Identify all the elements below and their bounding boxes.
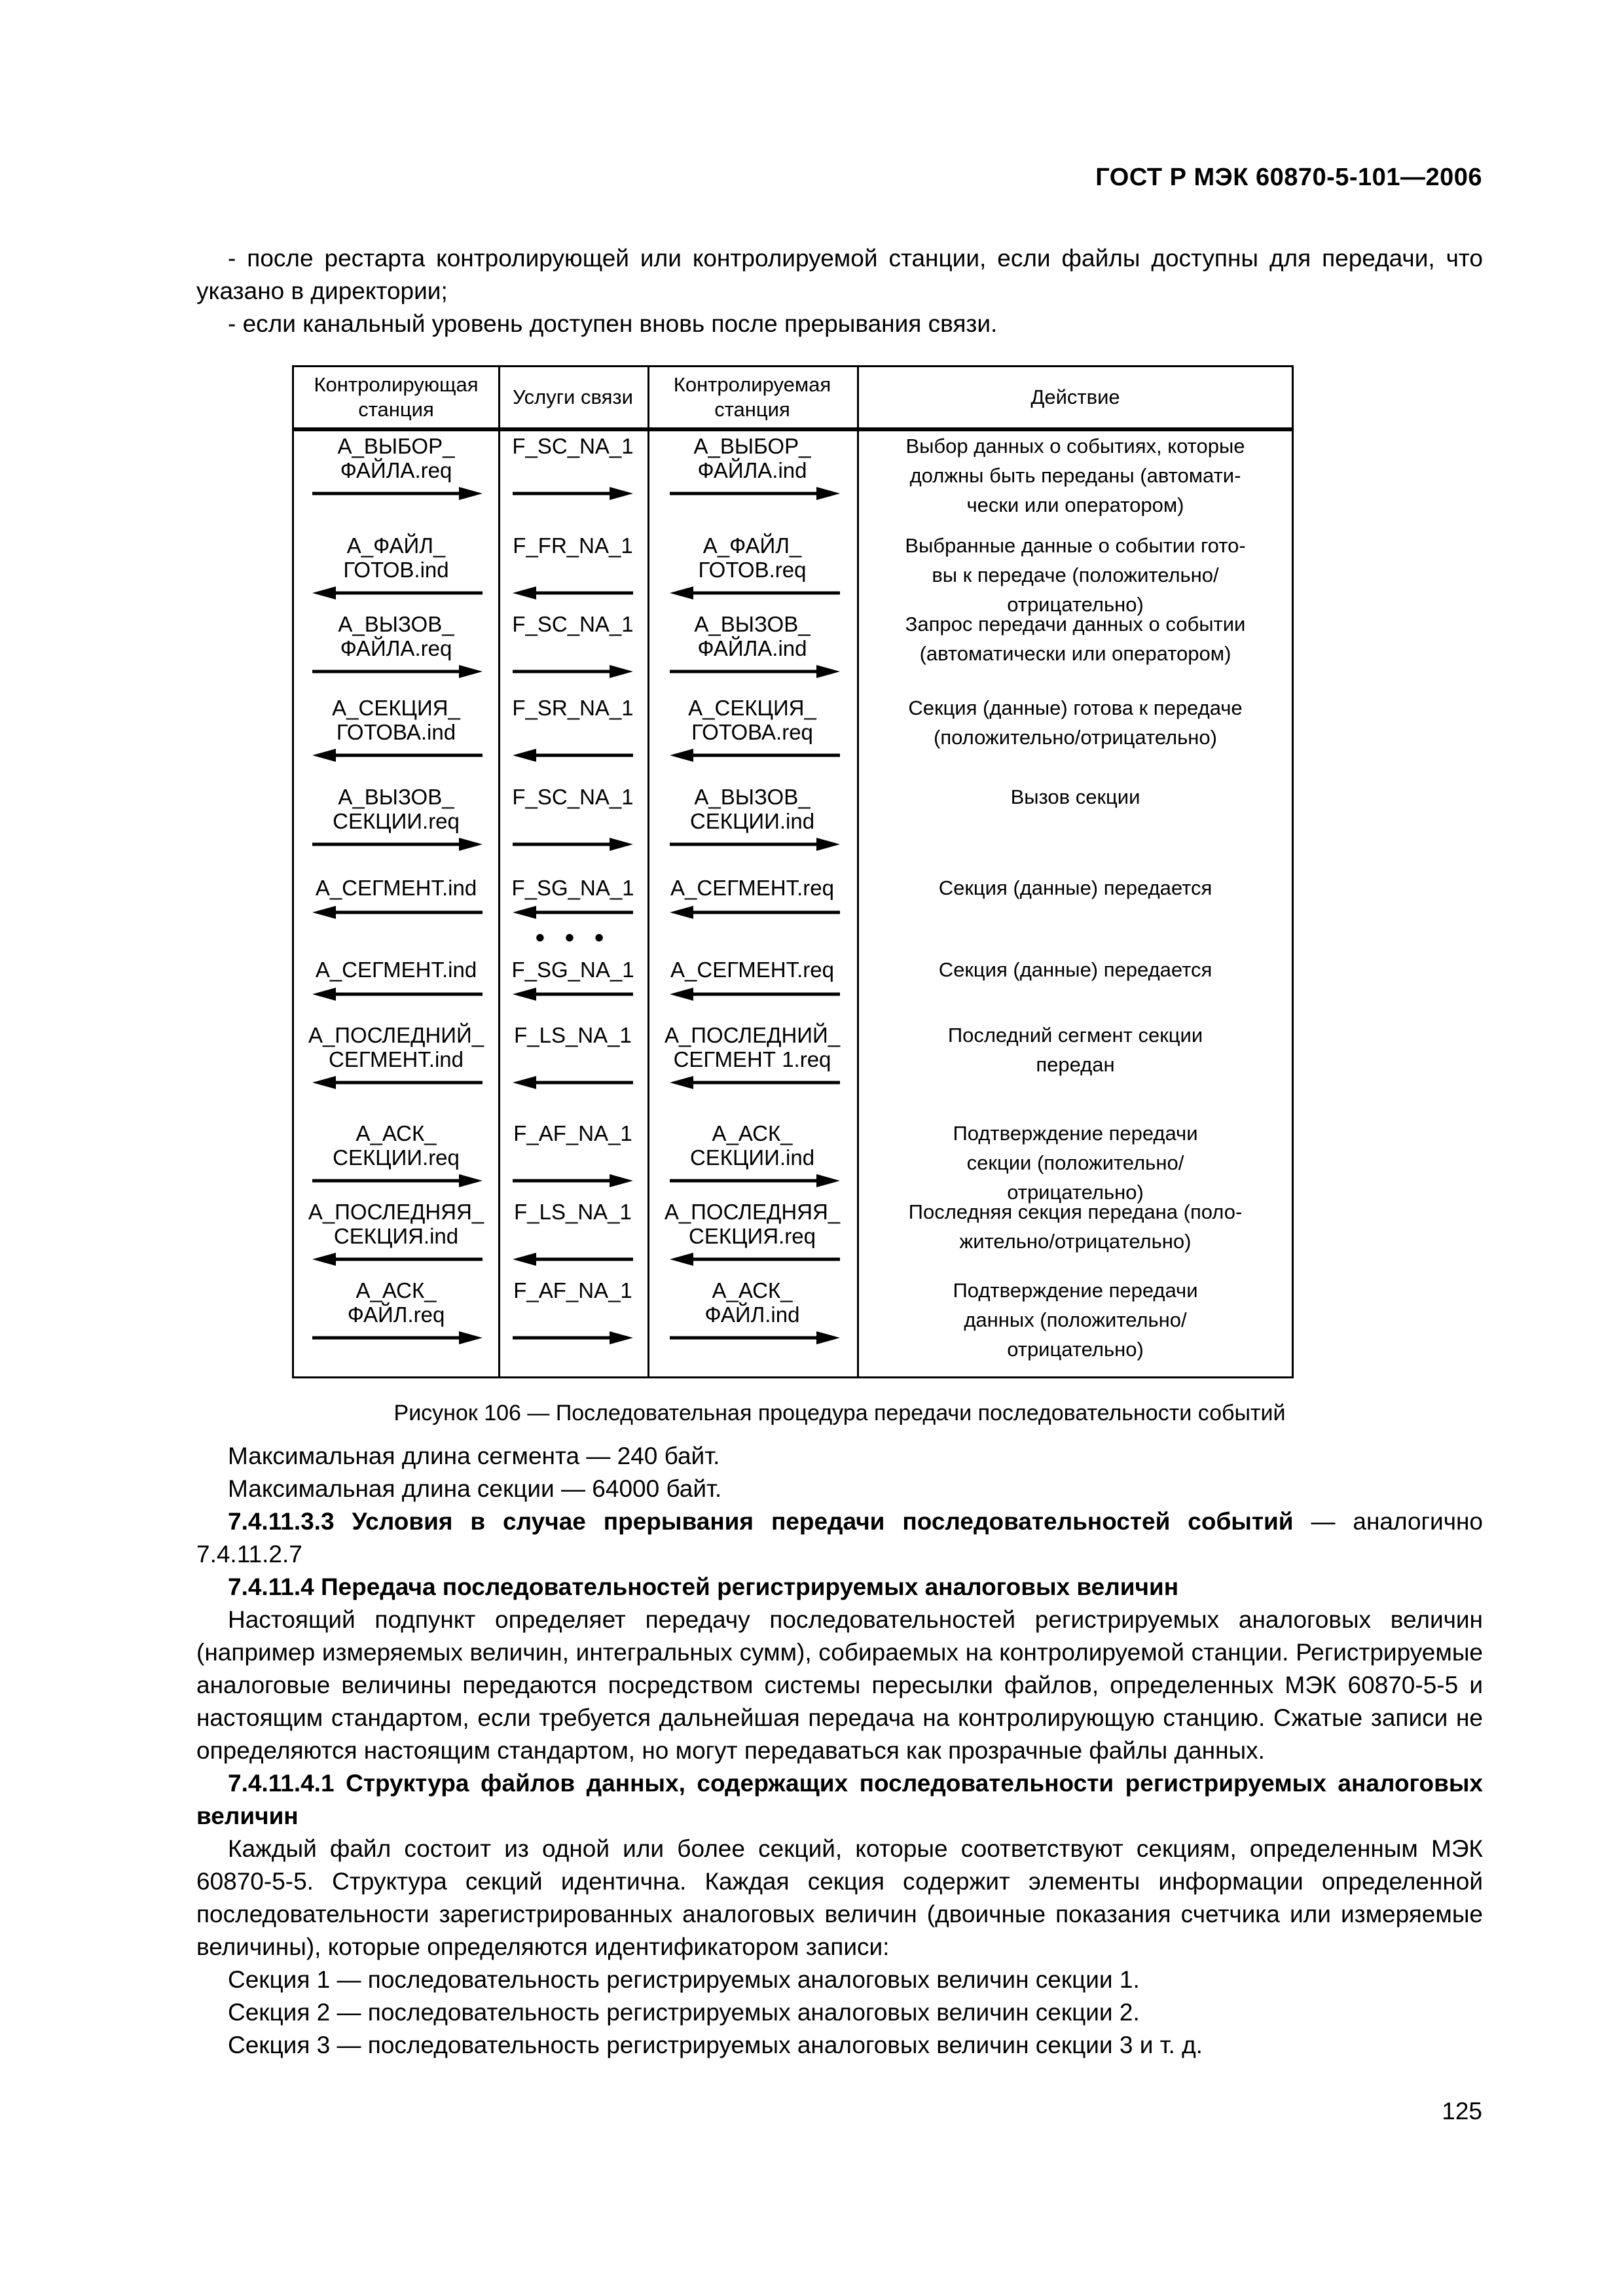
section-list-item: Секция 3 — последовательность регистрируемых аналоговых величин секции 3 и т. д. — [228, 2032, 1203, 2058]
arrow-left-icon — [670, 583, 840, 603]
controlling-station-primitive: А_СЕГМЕНТ.ind — [315, 958, 477, 982]
header-services: Услуги связи — [513, 386, 633, 408]
service-type: F_SC_NA_1 — [512, 434, 634, 458]
page-number: 125 — [1442, 2098, 1482, 2125]
arrow-left-icon — [513, 583, 633, 603]
service-type: F_AF_NA_1 — [513, 1121, 632, 1145]
controlling-station-primitive: А_ФАЙЛ_ ГОТОВ.ind — [343, 533, 449, 582]
header-action: Действие — [1030, 386, 1120, 408]
arrow-right-icon — [670, 1171, 840, 1191]
service-type: F_FR_NA_1 — [513, 533, 633, 558]
arrow-left-icon — [312, 745, 483, 765]
service-type: F_SR_NA_1 — [512, 696, 634, 720]
action-description: Последняя секция передана (поло- жительно/отрицательно) — [908, 1200, 1243, 1253]
service-type: F_SC_NA_1 — [512, 612, 634, 636]
section-text: — аналогично 7.4.11.2.7 — [196, 1508, 1483, 1568]
controlling-station-primitive: А_АСК_ СЕКЦИИ.req — [333, 1121, 460, 1170]
service-type: F_SG_NA_1 — [511, 876, 634, 900]
action-description: Вызов секции — [1010, 785, 1140, 808]
arrow-left-icon — [513, 984, 633, 1004]
arrow-right-icon — [513, 1171, 633, 1191]
service-type: F_LS_NA_1 — [514, 1200, 632, 1224]
arrow-right-icon — [513, 1328, 633, 1348]
arrow-left-icon — [670, 903, 840, 922]
controlled-station-primitive: А_АСК_ СЕКЦИИ.ind — [689, 1121, 815, 1170]
controlling-station-primitive: А_ПОСЛЕДНИЙ_ СЕГМЕНТ.ind — [308, 1023, 484, 1071]
controlling-station-primitive: А_СЕКЦИЯ_ ГОТОВА.ind — [332, 696, 460, 744]
controlled-station-primitive: А_СЕГМЕНТ.req — [670, 876, 834, 900]
controlled-station-primitive: А_ПОСЛЕДНИЙ_ СЕГМЕНТ 1.req — [664, 1023, 841, 1071]
controlling-station-primitive: А_АСК_ ФАЙЛ.req — [347, 1278, 445, 1327]
service-type: F_SC_NA_1 — [512, 785, 634, 809]
arrow-left-icon — [312, 1073, 483, 1092]
controlling-station-primitive: А_СЕГМЕНТ.ind — [315, 876, 477, 900]
section-title: 7.4.11.3.3 Условия в случае прерывания передачи последовательностей событий — [228, 1508, 1294, 1535]
section-7-4-11-4-title: 7.4.11.4 Передача последовательностей регистрируемых аналоговых величин — [228, 1573, 1179, 1600]
arrow-left-icon — [312, 583, 483, 603]
controlled-station-primitive: А_СЕГМЕНТ.req — [670, 958, 834, 982]
body-text — [196, 1440, 1483, 2062]
arrow-left-icon — [513, 745, 633, 765]
controlling-station-primitive: А_ВЫБОР_ ФАЙЛА.req — [337, 434, 455, 482]
controlled-station-primitive: А_ПОСЛЕДНЯЯ_ СЕКЦИЯ.req — [664, 1200, 841, 1248]
section-list-item: Секция 1 — последовательность регистрируемых аналоговых величин секции 1. — [228, 1966, 1140, 1993]
controlled-station-primitive: А_ВЫЗОВ_ СЕКЦИИ.ind — [689, 785, 815, 833]
section-7-4-11-4-1-title: 7.4.11.4.1 Структура файлов данных, содержащих последовательности регистрируемых аналоговых величин — [196, 1770, 1483, 1829]
arrow-right-icon — [513, 834, 633, 854]
action-description: Подтверждение передачи секции (положительно/ отрицательно) — [953, 1122, 1198, 1204]
intro-text — [196, 242, 1483, 340]
arrow-left-icon — [312, 1249, 483, 1269]
action-description: Запрос передачи данных о событии (автоматически или оператором) — [905, 613, 1246, 665]
action-description: Секция (данные) готова к передаче (положительно/отрицательно) — [908, 696, 1243, 749]
action-description: Выбранные данные о событии гото- вы к передаче (положительно/ отрицательно) — [905, 534, 1246, 616]
arrow-left-icon — [670, 984, 840, 1004]
controlled-station-primitive: А_АСК_ ФАЙЛ.ind — [704, 1278, 800, 1327]
controlling-station-primitive: А_ПОСЛЕДНЯЯ_ СЕКЦИЯ.ind — [308, 1200, 484, 1248]
action-description: Подтверждение передачи данных (положительно/ отрицательно) — [953, 1279, 1198, 1361]
controlled-station-primitive: А_ВЫЗОВ_ ФАЙЛА.ind — [694, 612, 811, 660]
max-section-text: Максимальная длина секции — 64000 байт. — [228, 1475, 722, 1502]
arrow-right-icon — [513, 484, 633, 503]
intro-line-2: - если канальный уровень доступен вновь после прерывания связи. — [228, 310, 998, 337]
arrow-left-icon — [670, 1073, 840, 1092]
controlling-station-primitive: А_ВЫЗОВ_ ФАЙЛА.req — [338, 612, 454, 660]
action-description: Секция (данные) передается — [938, 876, 1213, 899]
arrow-right-icon — [312, 662, 483, 681]
arrow-right-icon — [312, 1171, 483, 1191]
column-divider — [498, 367, 500, 1376]
action-description: Секция (данные) передается — [938, 958, 1213, 981]
max-segment-text: Максимальная длина сегмента — 240 байт. — [228, 1443, 720, 1469]
controlled-station-primitive: А_ВЫБОР_ ФАЙЛА.ind — [693, 434, 811, 482]
column-divider — [647, 367, 649, 1376]
intro-line-1: - после рестарта контролирующей или контролируемой станции, если файлы доступны для передачи, что указано в директории; — [196, 245, 1483, 304]
arrow-right-icon — [670, 484, 840, 503]
figure-caption: Рисунок 106 — Последовательная процедура передачи последовательности событий — [393, 1401, 1286, 1426]
service-type: F_AF_NA_1 — [513, 1278, 632, 1302]
arrow-left-icon — [670, 1249, 840, 1269]
arrow-right-icon — [670, 834, 840, 854]
ellipsis-dots: • • • — [535, 924, 611, 952]
column-divider — [857, 367, 859, 1376]
action-description: Последний сегмент секции передан — [947, 1024, 1203, 1076]
controlled-station-primitive: А_СЕКЦИЯ_ ГОТОВА.req — [688, 696, 816, 744]
sequence-figure-table — [292, 365, 1294, 1378]
arrow-right-icon — [312, 484, 483, 503]
arrow-left-icon — [670, 745, 840, 765]
section-7-4-11-3-3 — [196, 1505, 1483, 1571]
controlled-station-primitive: А_ФАЙЛ_ ГОТОВ.req — [698, 533, 807, 582]
arrow-right-icon — [670, 662, 840, 681]
controlling-station-primitive: А_ВЫЗОВ_ СЕКЦИИ.req — [333, 785, 460, 833]
action-description: Выбор данных о событиях, которые должны быть переданы (автомати- чески или оператором) — [905, 435, 1245, 516]
page-header: ГОСТ Р МЭК 60870-5-101—2006 — [1095, 164, 1482, 191]
header-controlled-station: Контролируемая станция — [673, 373, 831, 421]
header-controlling-station: Контролирующая станция — [314, 373, 479, 421]
arrow-left-icon — [513, 1249, 633, 1269]
arrow-left-icon — [513, 903, 633, 922]
arrow-right-icon — [312, 1328, 483, 1348]
arrow-right-icon — [513, 662, 633, 681]
service-type: F_LS_NA_1 — [514, 1023, 632, 1047]
arrow-left-icon — [513, 1073, 633, 1092]
section-list-item: Секция 2 — последовательность регистрируемых аналоговых величин секции 2. — [228, 1999, 1140, 2026]
section-7-4-11-4-text: Настоящий подпункт определяет передачу последовательностей регистрируемых аналоговых величин (например измеряемых величин, интегральных сумм), собираемых на контролируемой станции. Регистрируемые аналоговые величины передаются посредством системы пересылки файлов, определенных МЭК 60870-5-5 и настоящим стандартом, если требуется дальнейшая передача на контролирующую станцию. Сжатые записи не определяются настоящим стандартом, но могут передаваться как прозрачные файлы данных. — [196, 1606, 1483, 1764]
arrow-left-icon — [312, 984, 483, 1004]
service-type: F_SG_NA_1 — [511, 958, 634, 982]
arrow-right-icon — [312, 834, 483, 854]
section-7-4-11-4-1-text: Каждый файл состоит из одной или более секций, которые соответствуют секциям, определенным МЭК 60870-5-5. Структура секций идентична. Каждая секция содержит элементы информации определенной последовательности зарегистрированных аналоговых величин (двоичные показания счетчика или измеряемые величины), которые определяются идентификатором записи: — [196, 1835, 1483, 1960]
arrow-right-icon — [670, 1328, 840, 1348]
arrow-left-icon — [312, 903, 483, 922]
